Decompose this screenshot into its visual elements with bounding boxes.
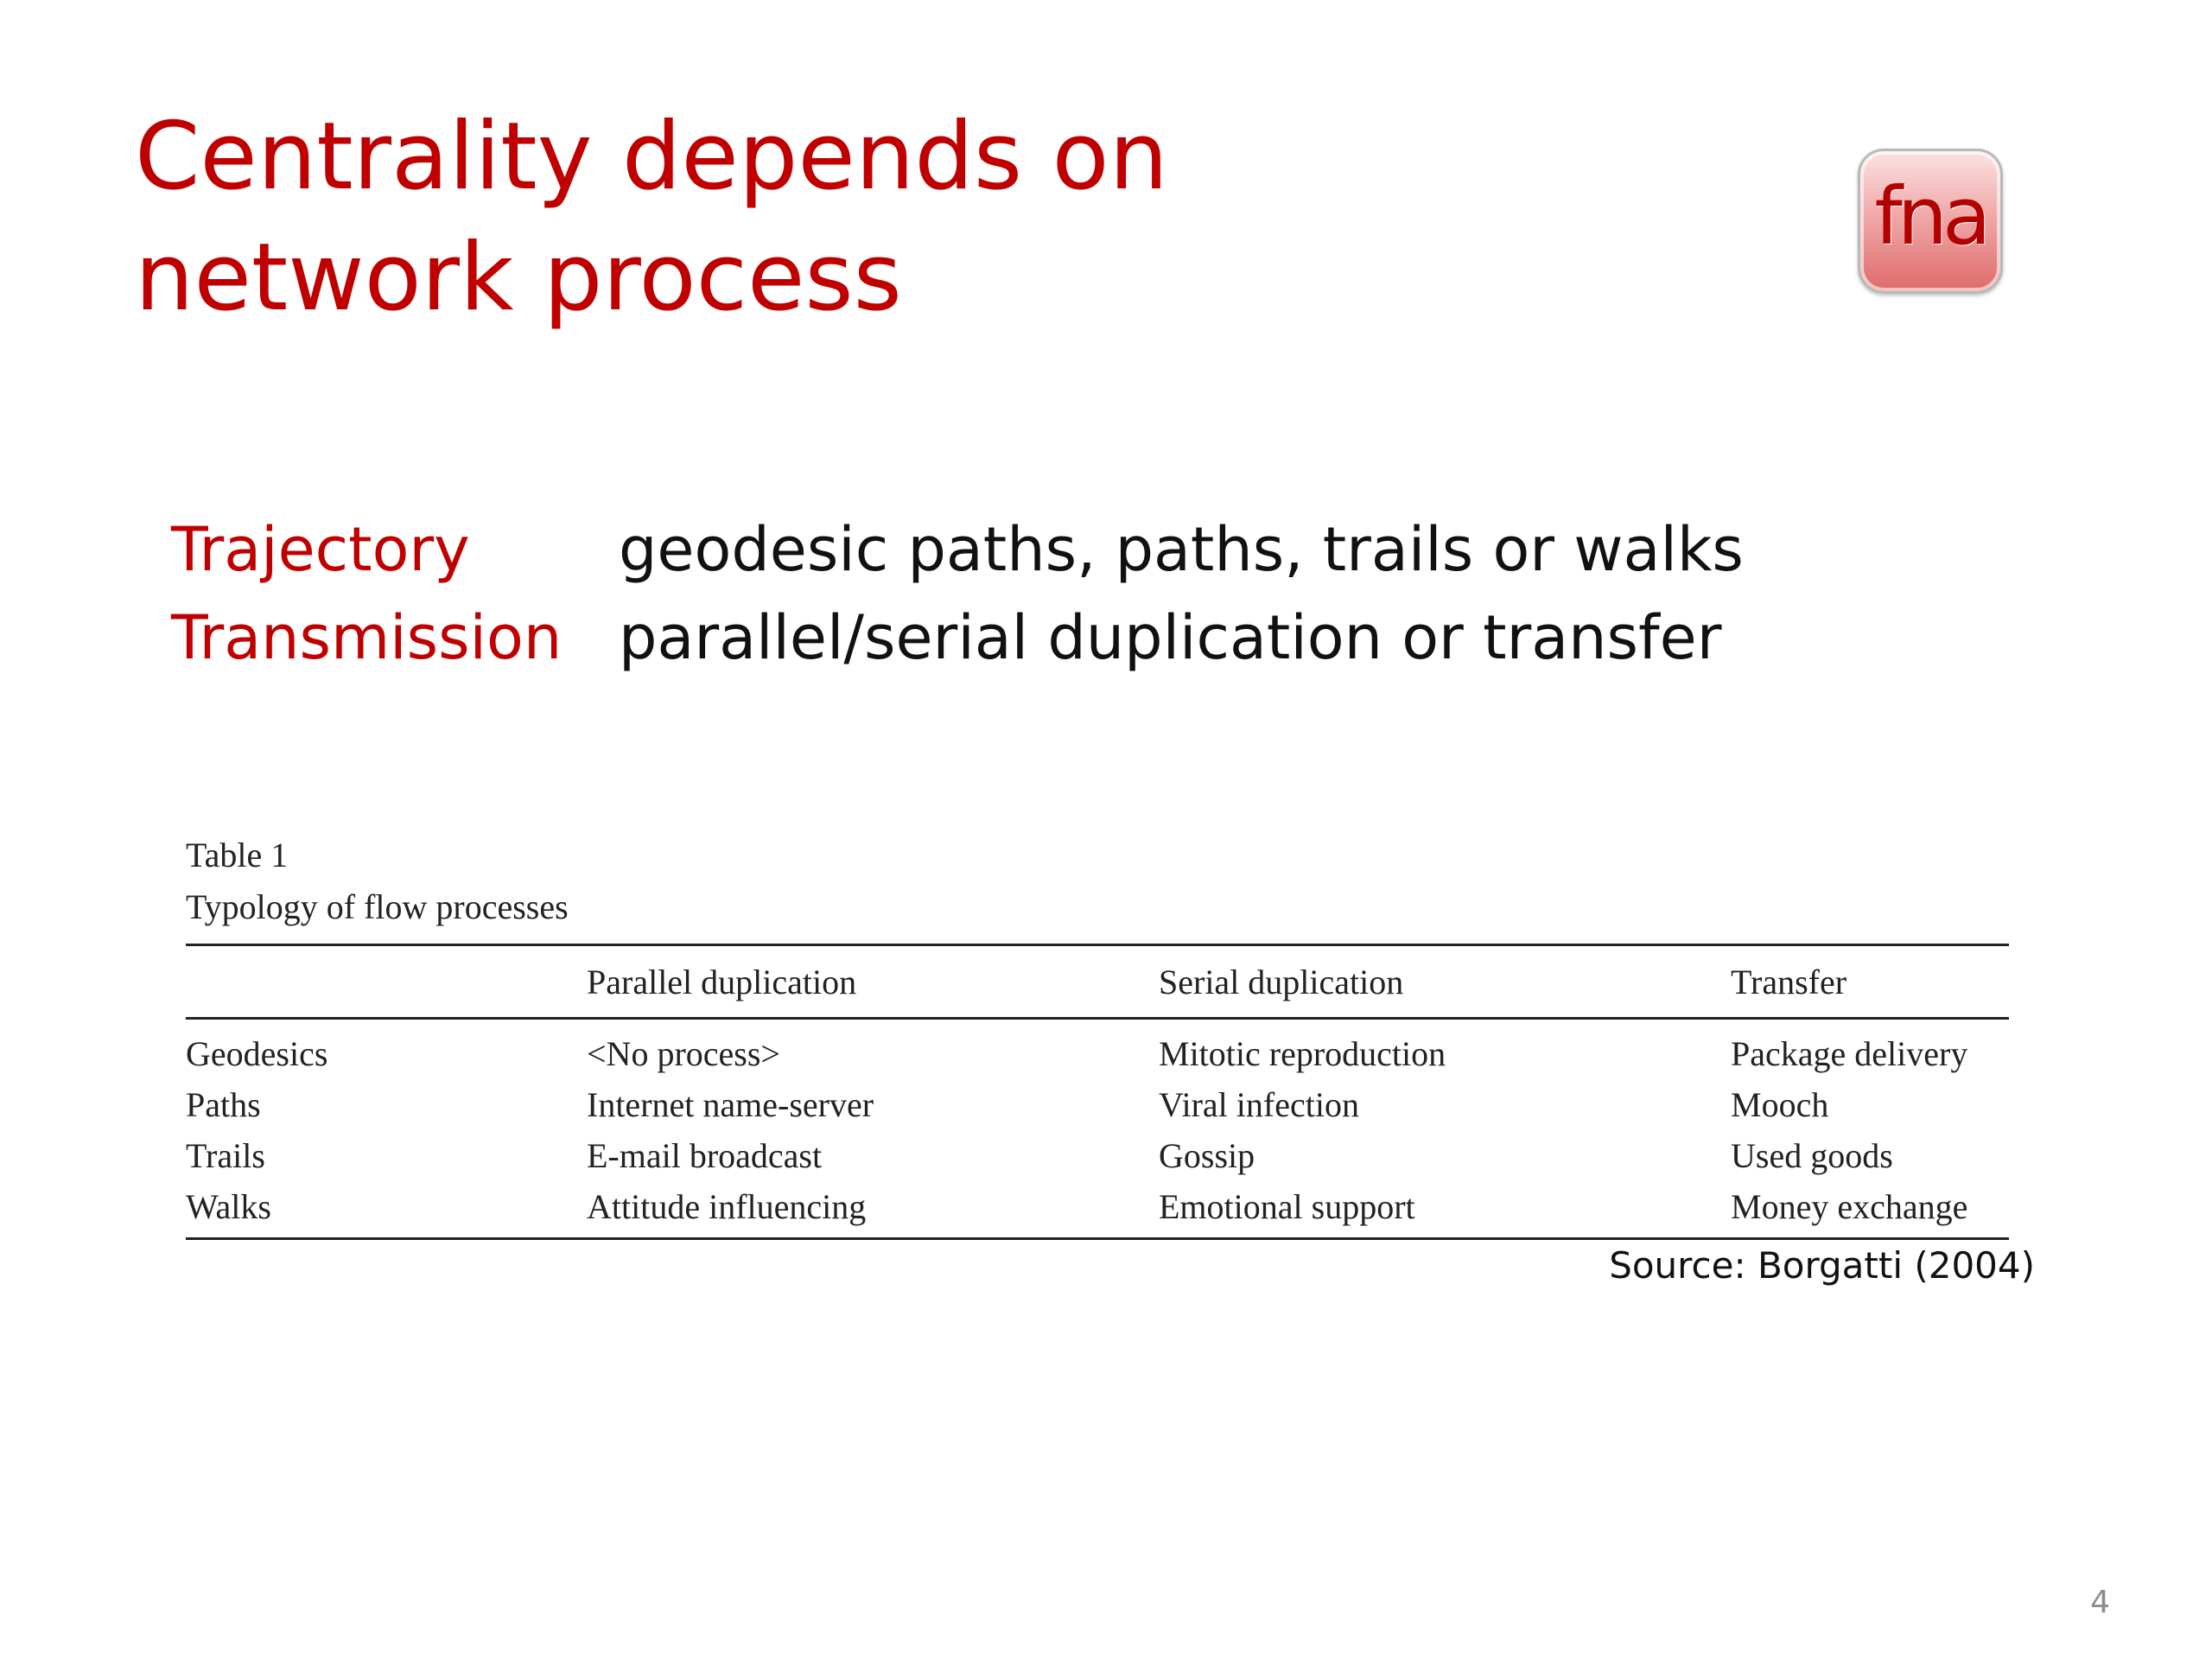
table-cell: E-mail broadcast xyxy=(587,1136,823,1175)
table-header-cell xyxy=(186,945,587,1019)
fna-logo-icon xyxy=(1858,149,2003,294)
table-title: Typology of flow processes xyxy=(186,887,569,926)
table-row xyxy=(186,1019,2009,1080)
table-cell: Emotional support xyxy=(1159,1187,1415,1226)
table-cell: Geodesics xyxy=(186,1034,328,1073)
table-header-cell: Serial duplication xyxy=(1159,945,1731,1019)
definition-row-trajectory xyxy=(171,505,1744,594)
table-header-cell: Transfer xyxy=(1731,945,2009,1019)
table-row xyxy=(186,1181,2009,1239)
table-cell: Money exchange xyxy=(1731,1187,1968,1226)
table-header-row xyxy=(186,945,2009,1019)
table-cell: Viral infection xyxy=(1159,1085,1359,1124)
table-number: Table 1 xyxy=(186,836,289,874)
slide-title xyxy=(135,97,1168,339)
table-cell: <No process> xyxy=(587,1034,780,1073)
definition-row-transmission xyxy=(171,594,1744,682)
table-cell: Internet name-server xyxy=(587,1085,874,1124)
table-caption xyxy=(186,830,2009,933)
table-cell: Mitotic reproduction xyxy=(1159,1034,1446,1073)
page-number: 4 xyxy=(2090,1585,2110,1620)
table-cell: Paths xyxy=(186,1085,261,1124)
source-citation: Source: Borgatti (2004) xyxy=(1609,1244,2035,1287)
table-cell: Mooch xyxy=(1731,1085,1829,1124)
table-cell: Used goods xyxy=(1731,1136,1893,1175)
table-cell: Package delivery xyxy=(1731,1034,1968,1073)
slide-title-line-2: network process xyxy=(135,224,902,332)
table-cell: Walks xyxy=(186,1187,271,1226)
definition-description: geodesic paths, paths, trails or walks xyxy=(619,514,1744,585)
table-row xyxy=(186,1079,2009,1130)
logo-text: fna xyxy=(1874,170,1986,263)
table-cell: Trails xyxy=(186,1136,265,1175)
definitions-list xyxy=(171,505,1744,682)
table-cell: Attitude influencing xyxy=(587,1187,867,1226)
table-row xyxy=(186,1130,2009,1181)
table-header-cell: Parallel duplication xyxy=(587,945,1159,1019)
definition-term: Transmission xyxy=(171,602,563,673)
flow-typology-table-figure xyxy=(186,830,2009,1240)
definition-description: parallel/serial duplication or transfer xyxy=(619,602,1722,673)
table-cell: Gossip xyxy=(1159,1136,1255,1175)
definition-term: Trajectory xyxy=(171,514,470,585)
slide-title-line-1: Centrality depends on xyxy=(135,103,1168,211)
flow-typology-table xyxy=(186,944,2009,1240)
